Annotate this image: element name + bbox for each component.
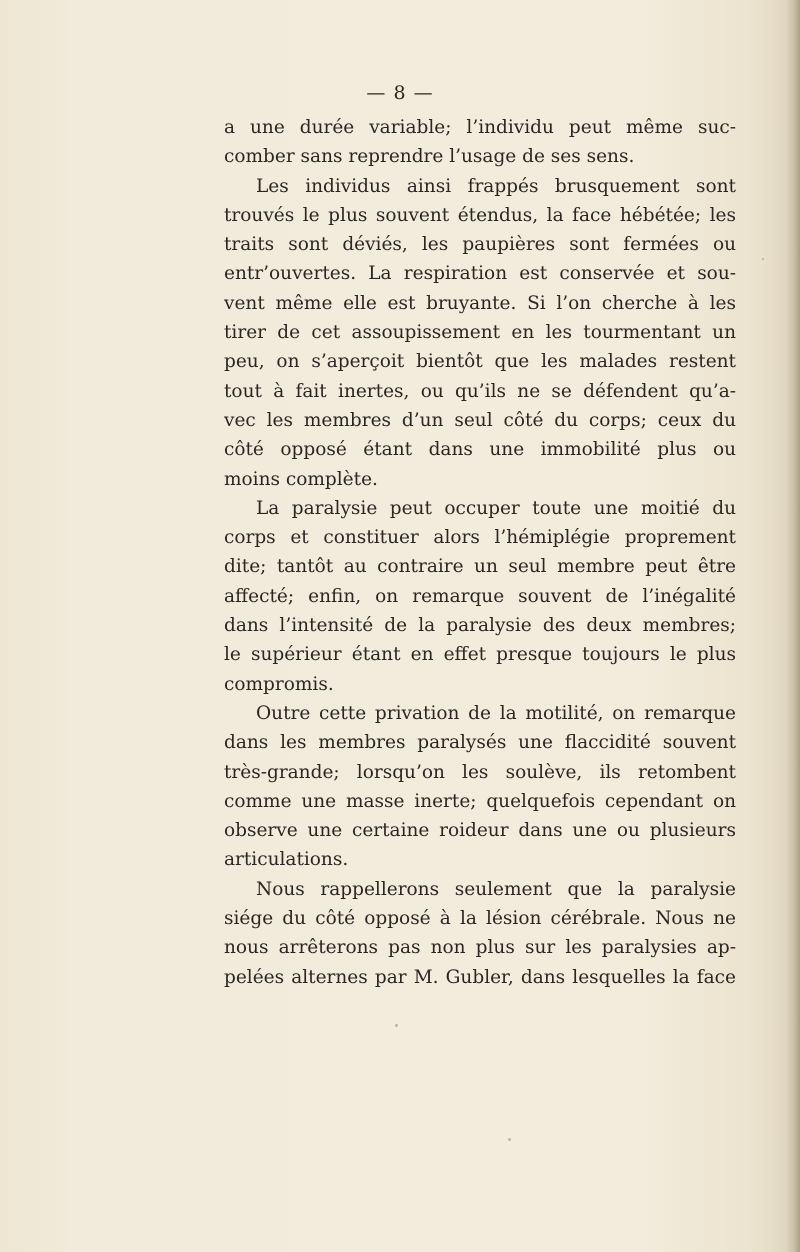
text-line: a une durée variable; l’individu peut même suc-	[224, 117, 736, 138]
text-line: nous arrêterons pas non plus sur les paralysies ap-	[224, 937, 736, 959]
text-line: entr’ouvertes. La respiration est conservée et sou-	[224, 263, 736, 285]
text-line: tout à fait inertes, ou qu’ils ne se défendent qu’a-	[224, 380, 736, 402]
text-line: La paralysie peut occuper toute une moitié du	[256, 497, 736, 519]
text-line: affecté; enfin, on remarque souvent de l’inégalité	[224, 585, 736, 607]
text-line: corps et constituer alors l’hémiplégie proprement	[224, 527, 736, 549]
text-line: le supérieur étant en effet presque toujours le plus	[224, 644, 736, 666]
text-line: trouvés le plus souvent étendus, la face hébétée; les	[224, 204, 736, 226]
paper-speck	[762, 258, 764, 260]
text-line: Outre cette privation de la motilité, on remarque	[256, 702, 736, 724]
text-line: côté opposé étant dans une immobilité plus ou	[224, 439, 736, 461]
text-line: dans les membres paralysés une flaccidité souvent	[224, 732, 736, 754]
body-text	[224, 113, 736, 992]
page-edge-shadow	[786, 0, 800, 1252]
text-line: articulations.	[224, 849, 349, 871]
text-line: dans l’intensité de la paralysie des deux membres;	[224, 615, 736, 637]
text-line: Nous rappellerons seulement que la paralysie	[256, 878, 736, 900]
text-line: traits sont déviés, les paupières sont fermées ou	[224, 234, 736, 256]
text-line: vec les membres d’un seul côté du corps; ceux du	[224, 409, 736, 431]
text-line: comme une masse inerte; quelquefois cependant on	[224, 790, 736, 812]
text-line: vent même elle est bruyante. Si l’on cherche à les	[224, 292, 736, 314]
text-line: très-grande; lorsqu’on les soulève, ils retombent	[224, 761, 736, 783]
paper-speck	[508, 1138, 511, 1141]
text-line: comber sans reprendre l’usage de ses sens.	[224, 146, 635, 168]
text-line: tirer de cet assoupissement en les tourmentant un	[224, 322, 736, 344]
text-line: dite; tantôt au contraire un seul membre peut être	[224, 556, 736, 578]
text-line: Les individus ainsi frappés brusquement sont	[256, 175, 736, 197]
paper-speck	[395, 1024, 398, 1027]
text-line: siége du côté opposé à la lésion cérébrale. Nous ne	[224, 908, 736, 930]
text-line: peu, on s’aperçoit bientôt que les malades restent	[224, 351, 736, 373]
page-number: — 8 —	[366, 82, 434, 104]
text-line: moins complète.	[224, 468, 378, 490]
text-line: pelées alternes par M. Gubler, dans lesquelles la face	[224, 966, 736, 988]
text-line: compromis.	[224, 673, 334, 695]
text-line: observe une certaine roideur dans une ou plusieurs	[224, 820, 736, 842]
